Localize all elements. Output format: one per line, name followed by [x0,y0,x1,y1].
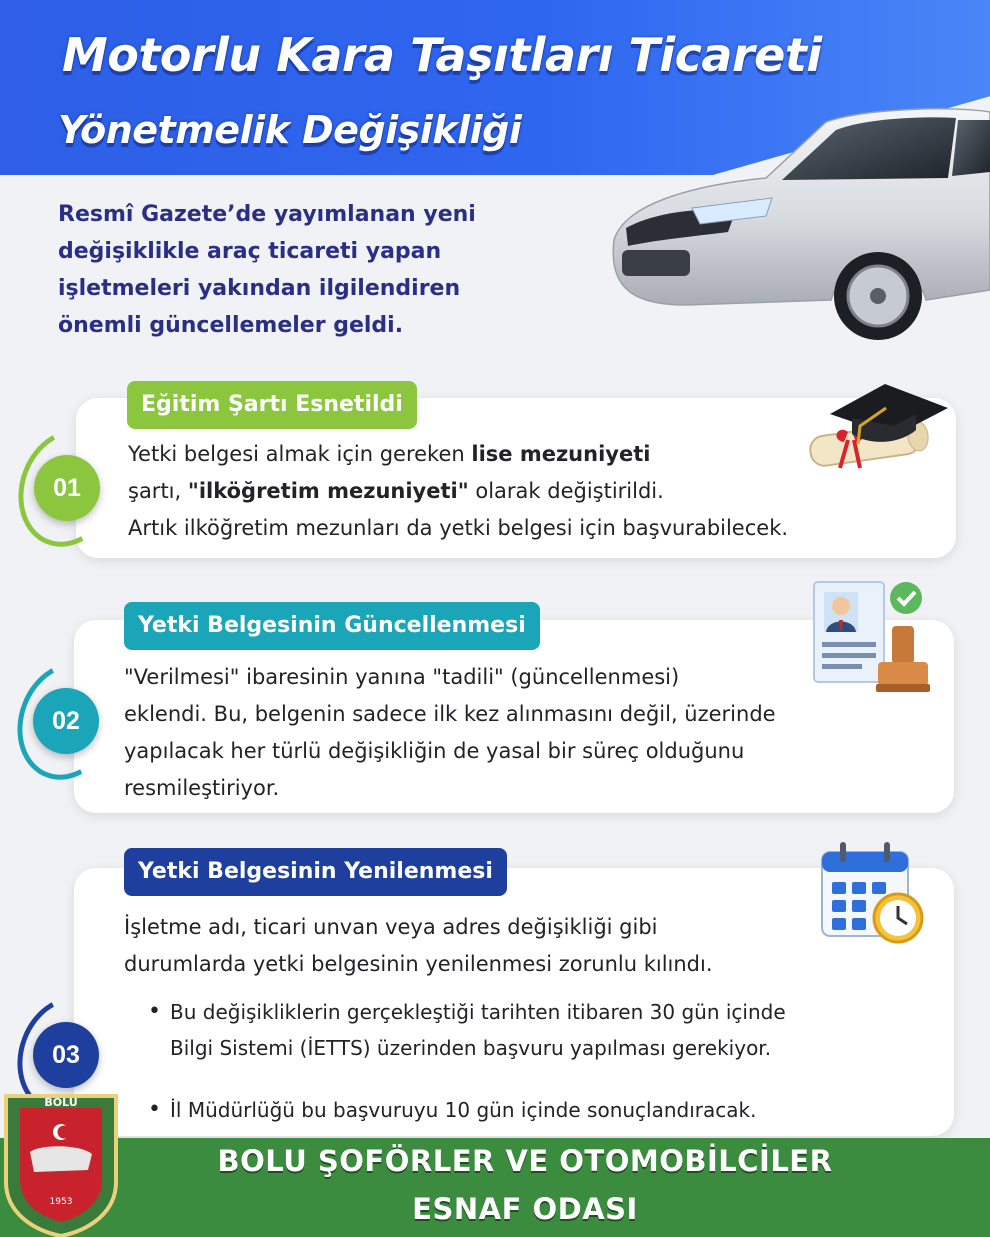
intro-line: değişiklikle araç ticareti yapan [58,239,442,264]
bullet-item: • İl Müdürlüğü bu başvuruyu 10 gün içinde sonuçlandıracak. [148,1092,948,1128]
item-bullets-3 [148,994,948,1128]
item-number-badge-3: 03 [33,1022,99,1088]
intro-line: Resmî Gazete’de yayımlanan yeni [58,202,476,227]
item-text-2: "Verilmesi" ibaresinin yanına "tadili" (güncellenmesi) eklendi. Bu, belgenin sadece ilk kez alınmasını değil, üzerinde yapılacak her türlü değişikliğin de yasal bir süreç olduğunu resmileştiriyor. [124,665,776,800]
page-subtitle: Yönetmelik Değişikliği [58,108,522,152]
page-title: Motorlu Kara Taşıtları Ticareti [62,28,822,82]
item-number-badge-2: 02 [33,688,99,754]
item-title-2: Yetki Belgesinin Güncellenmesi [124,602,540,650]
calendar-clock-icon [818,838,928,948]
item-title-1: Eğitim Şartı Esnetildi [127,381,417,429]
intro-paragraph [58,196,578,344]
item-text-1: Yetki belgesi almak için gereken lise mezuniyeti şartı, "ilköğretim mezuniyeti" olarak değiştirildi. Artık ilköğretim mezunları da yetki belgesi için başvurabilecek. [128,442,789,540]
item-number-badge-1: 01 [34,455,100,521]
svg-text:1953: 1953 [49,1197,73,1207]
item-title-3: Yetki Belgesinin Yenilenmesi [124,848,507,896]
car-illustration [596,100,990,345]
bullet-item: • Bu değişikliklerin gerçekleştiği tarihten itibaren 30 gün içinde Bilgi Sistemi (İETTS) üzerinden başvuru yapılması gerekiyor. [148,994,948,1066]
footer-org-name-line2: ESNAF ODASI [412,1192,638,1226]
certificate-stamp-icon [812,574,932,699]
item-text-3: İşletme adı, ticari unvan veya adres değişikliği gibi durumlarda yetki belgesinin yenilenmesi zorunlu kılındı. [124,915,713,976]
intro-line: işletmeleri yakından ilgilendiren [58,276,461,301]
graduation-cap-icon [790,374,950,484]
footer-org-name-line1: BOLU ŞOFÖRLER VE OTOMOBİLCİLER [217,1144,833,1178]
intro-line: önemli güncellemeler geldi. [58,313,404,338]
chamber-logo-emblem [0,1092,122,1237]
svg-text:BOLU: BOLU [44,1096,78,1109]
